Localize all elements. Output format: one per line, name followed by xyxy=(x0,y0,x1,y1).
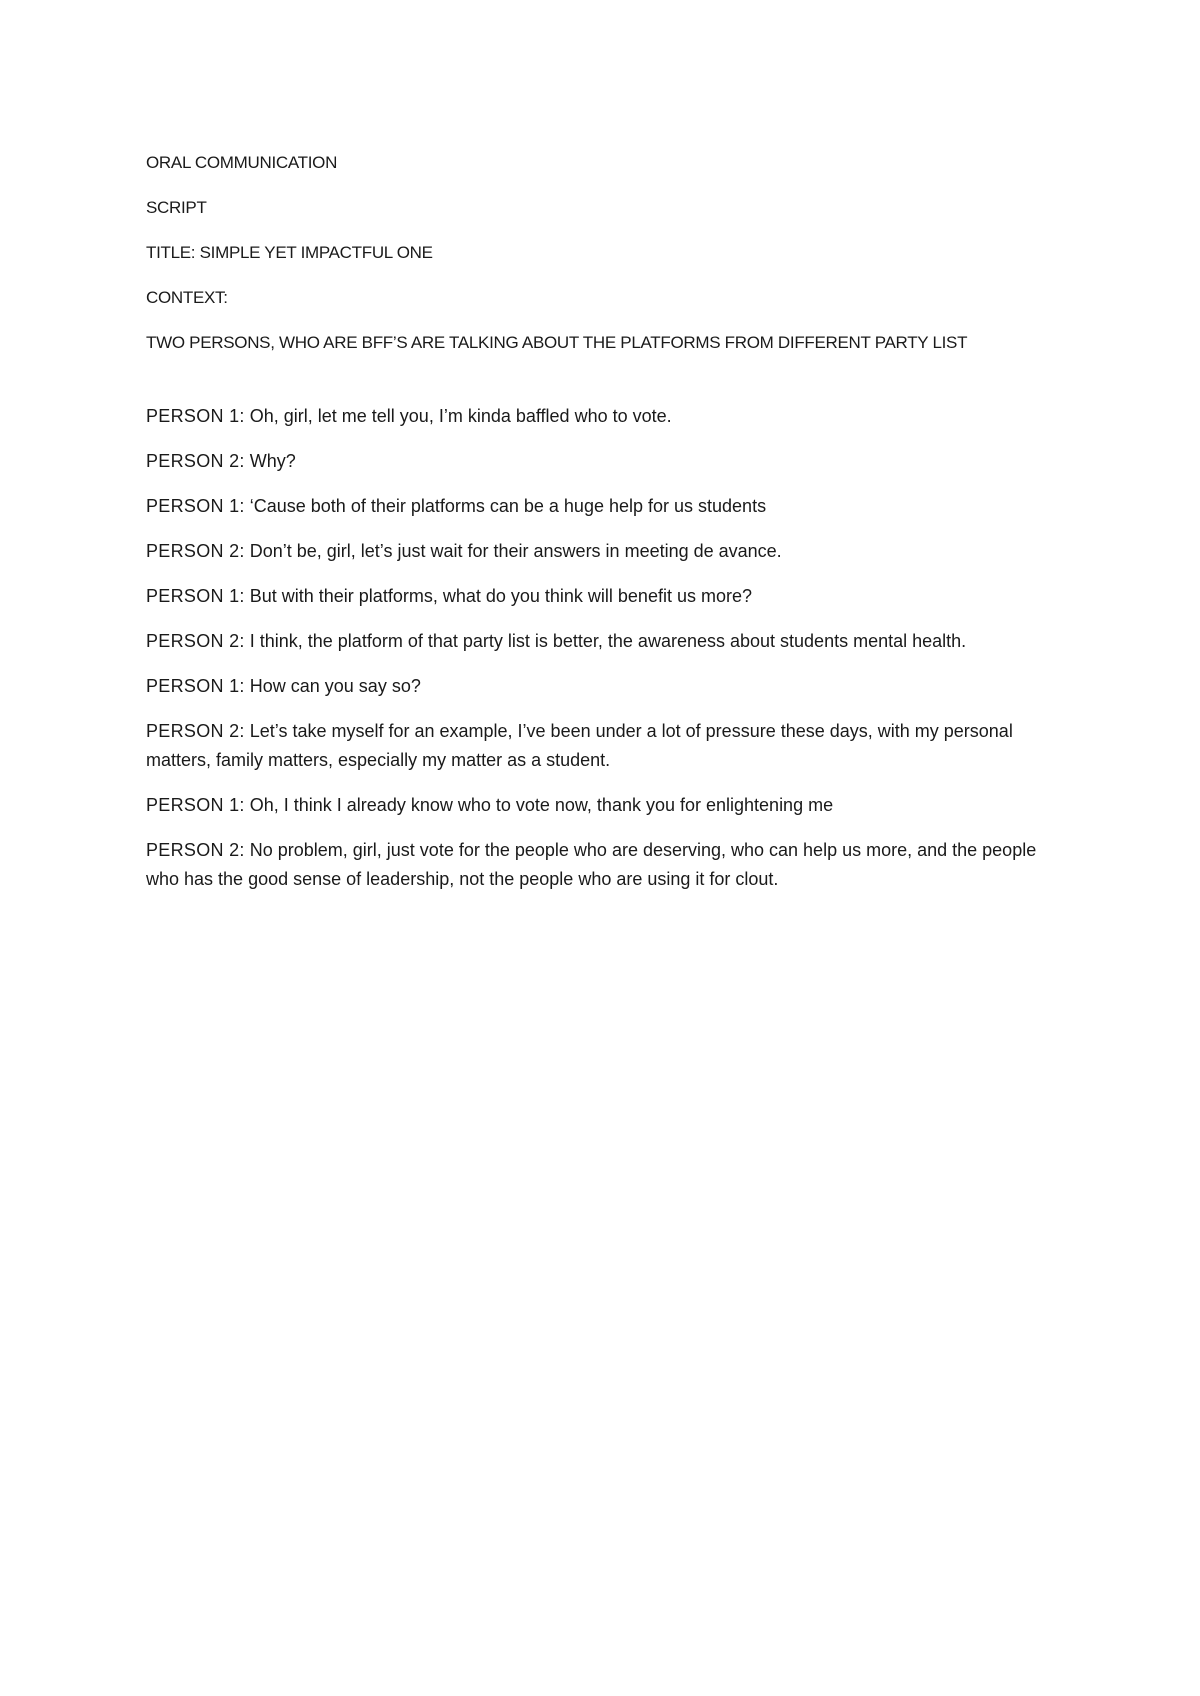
dialogue-line xyxy=(146,672,1066,701)
dialogue-line xyxy=(146,537,1066,566)
dialogue-line xyxy=(146,627,1066,656)
speaker-label: PERSON 2: xyxy=(146,721,245,741)
speaker-label: PERSON 1: xyxy=(146,406,245,426)
speaker-label: PERSON 1: xyxy=(146,795,245,815)
course-heading: ORAL COMMUNICATION xyxy=(146,153,338,172)
dialogue-text: I think, the platform of that party list is better, the awareness about students mental health. xyxy=(249,631,967,651)
speaker-label: PERSON 2: xyxy=(146,631,245,651)
context-description: TWO PERSONS, WHO ARE BFF’S ARE TALKING ABOUT THE PLATFORMS FROM DIFFERENT PARTY LIST xyxy=(146,333,968,352)
dialogue-text: Oh, girl, let me tell you, I’m kinda baffled who to vote. xyxy=(249,406,672,426)
document-type: SCRIPT xyxy=(146,198,207,217)
dialogue-text: Don’t be, girl, let’s just wait for their answers in meeting de avance. xyxy=(249,541,782,561)
dialogue-line xyxy=(146,582,1066,611)
speaker-label: PERSON 1: xyxy=(146,496,245,516)
script-title: TITLE: SIMPLE YET IMPACTFUL ONE xyxy=(146,243,433,262)
dialogue-line xyxy=(146,717,1066,775)
dialogue-text: But with their platforms, what do you think will benefit us more? xyxy=(249,586,752,606)
dialogue-text: ‘Cause both of their platforms can be a huge help for us students xyxy=(249,496,767,516)
dialogue-text: How can you say so? xyxy=(249,676,421,696)
speaker-label: PERSON 2: xyxy=(146,840,245,860)
dialogue-text: Oh, I think I already know who to vote now, thank you for enlightening me xyxy=(249,795,834,815)
dialogue-text: Why? xyxy=(249,451,296,471)
speaker-label: PERSON 2: xyxy=(146,541,245,561)
dialogue xyxy=(146,402,1066,894)
dialogue-line xyxy=(146,791,1066,820)
context-label: CONTEXT: xyxy=(146,288,228,307)
dialogue-text: No problem, girl, just vote for the people who are deserving, who can help us more, and the people who has the good sense of leadership, not the people who are using it for clout. xyxy=(146,840,1037,889)
dialogue-line xyxy=(146,492,1066,521)
dialogue-text: Let’s take myself for an example, I’ve been under a lot of pressure these days, with my personal matters, family matters, especially my matter as a student. xyxy=(146,721,1013,770)
section-spacer xyxy=(146,373,1066,402)
speaker-label: PERSON 1: xyxy=(146,586,245,606)
speaker-label: PERSON 2: xyxy=(146,451,245,471)
dialogue-line xyxy=(146,447,1066,476)
dialogue-line xyxy=(146,402,1066,431)
speaker-label: PERSON 1: xyxy=(146,676,245,696)
document-body xyxy=(146,148,1066,910)
dialogue-line xyxy=(146,836,1066,894)
